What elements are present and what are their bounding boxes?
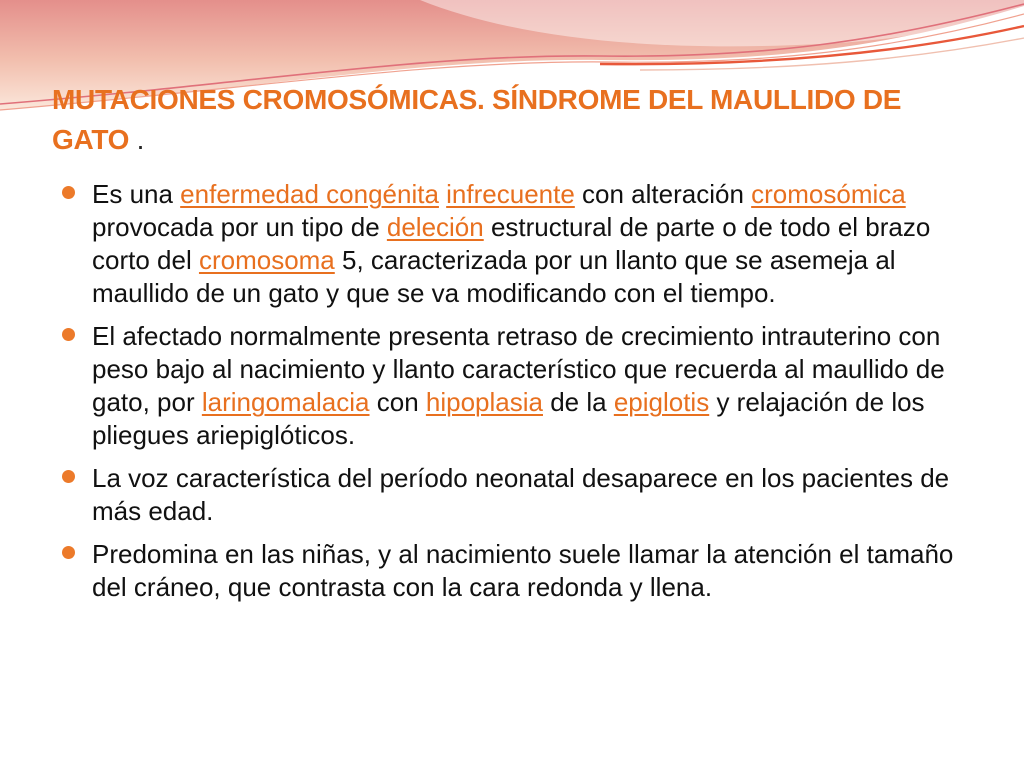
bullet-item xyxy=(60,538,960,604)
bullet-list xyxy=(60,178,960,614)
bullet-item xyxy=(60,462,960,528)
bullet-dot-icon xyxy=(62,186,75,199)
hyperlink[interactable]: cromosómica xyxy=(751,179,906,209)
hyperlink[interactable]: cromosoma xyxy=(198,245,335,275)
slide-title xyxy=(52,80,982,160)
hyperlink[interactable]: laringomalacia xyxy=(201,387,370,417)
bullet-text: El afectado normalmente presenta retraso de crecimiento intrauterino con peso bajo al nacimiento y llanto característico que recuerda al maullido de gato, por xyxy=(92,321,945,417)
bullet-text: La voz característica del período neonatal desaparece en los pacientes de más edad. xyxy=(92,463,950,526)
hyperlink[interactable]: epiglotis xyxy=(613,387,710,417)
hyperlink[interactable]: enfermedad congénita xyxy=(180,179,439,209)
bullet-text: 5, caracterizada por un llanto que se asemeja al maullido de un gato y que se va modificando con el tiempo. xyxy=(92,245,896,308)
bullet-dot-icon xyxy=(62,328,75,341)
hyperlink[interactable]: infrecuente xyxy=(446,179,575,209)
bullet-dot-icon xyxy=(62,470,75,483)
bullet-text: con xyxy=(369,387,426,417)
bullet-text: con alteración xyxy=(574,179,752,209)
bullet-dot-icon xyxy=(62,546,75,559)
bullet-text: y relajación de los pliegues ariepiglóticos. xyxy=(92,387,925,450)
bullet-item xyxy=(60,178,960,310)
title-suffix: . xyxy=(129,124,145,155)
bullet-text: Es una xyxy=(92,179,181,209)
hyperlink[interactable]: deleción xyxy=(386,212,484,242)
bullet-text: provocada por un tipo de xyxy=(92,212,387,242)
bullet-text: estructural de parte o de todo el brazo corto del xyxy=(92,212,931,275)
bullet-text: Predomina en las niñas, y al nacimiento suele llamar la atención el tamaño del cráneo, que contrasta con la cara redonda y llena. xyxy=(92,539,954,602)
bullet-item xyxy=(60,320,960,452)
bullet-text: de la xyxy=(542,387,614,417)
title-text: MUTACIONES CROMOSÓMICAS. SÍNDROME DEL MAULLIDO DE GATO xyxy=(52,84,902,155)
hyperlink[interactable]: hipoplasia xyxy=(425,387,543,417)
